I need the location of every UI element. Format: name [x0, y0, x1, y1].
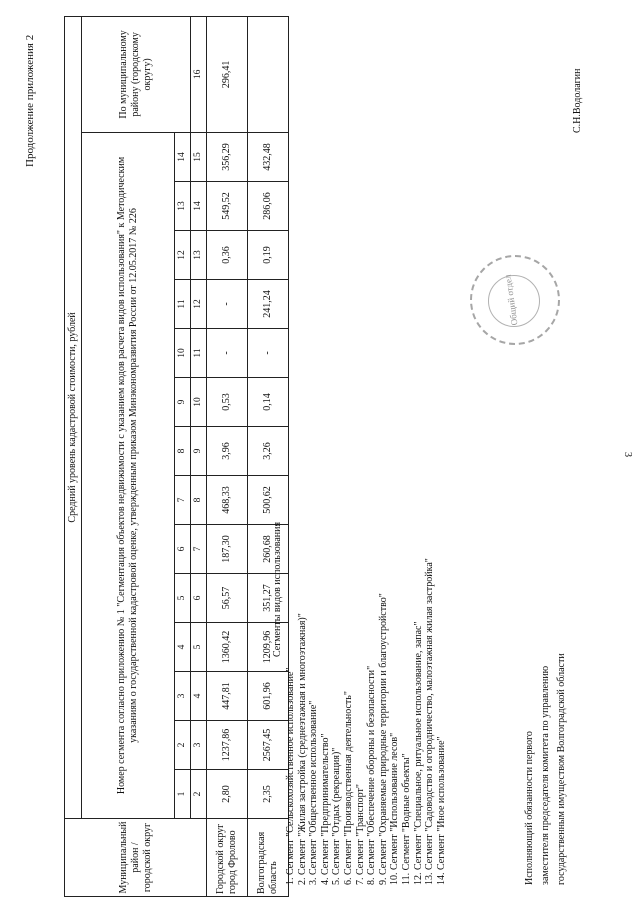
signature-line: заместителя председателя комитета по управлению: [540, 665, 551, 885]
column-number-cell: 2: [191, 770, 207, 819]
continuation-label: Продолжение приложения 2: [24, 34, 36, 167]
value-cell: 351,27: [248, 574, 289, 623]
signature-block: [522, 653, 570, 885]
column-number-cell: 14: [191, 182, 207, 231]
segment-number-cell: 14: [175, 133, 191, 182]
value-cell: -: [207, 280, 248, 329]
value-cell: 0,53: [207, 378, 248, 427]
value-cell: 432,48: [248, 133, 289, 182]
value-cell: 1209,96: [248, 623, 289, 672]
value-cell: 3,96: [207, 427, 248, 476]
page-number: 3: [622, 452, 633, 457]
value-cell: 601,96: [248, 672, 289, 721]
value-cell: 0,14: [248, 378, 289, 427]
row-municipality: Городской округ город Фролово: [207, 819, 248, 897]
column-number-cell: 4: [191, 672, 207, 721]
segment-number-cell: 13: [175, 182, 191, 231]
segment-numbers-row: [175, 16, 191, 896]
signature-line: Исполняющий обязанности первого: [524, 731, 535, 885]
segment-number-cell: 11: [175, 280, 191, 329]
table-row: [248, 16, 289, 896]
column-number-cell: 10: [191, 378, 207, 427]
row-municipality: Волгоградская область: [248, 819, 289, 897]
column-number-cell: 15: [191, 133, 207, 182]
column-number-cell: 8: [191, 476, 207, 525]
table-row: [207, 16, 248, 896]
segment-item: 13. Сегмент "Садоводство и огородничество, малоэтажная жилая застройка": [424, 558, 436, 885]
value-cell: 2567,45: [248, 721, 289, 770]
segment-item: 11. Сегмент "Водные объекты": [400, 753, 412, 885]
column-number-cell: 7: [191, 525, 207, 574]
value-cell: 241,24: [248, 280, 289, 329]
signer-name: С.Н.Водолагин: [572, 68, 583, 133]
value-cell: 2,80: [207, 770, 248, 819]
header-district: По муниципальному району (городскому округу): [82, 16, 191, 132]
segment-item: 1. Сегмент "Сельскохозяйственное использование": [285, 667, 296, 885]
segment-item: 4. Сегмент "Предпринимательство": [319, 733, 331, 885]
value-cell: 56,57: [207, 574, 248, 623]
value-cell: 260,68: [248, 525, 289, 574]
segment-number-cell: 3: [175, 672, 191, 721]
segment-item: 2. Сегмент "Жилая застройка (среднеэтажная и многоэтажная)": [296, 613, 308, 885]
segment-item: 10. Сегмент "Использование лесов": [389, 732, 401, 885]
segment-item: 3. Сегмент "Общественное использование": [308, 700, 320, 885]
value-cell: 286,06: [248, 182, 289, 231]
stamp-text: Общий отдел: [502, 273, 520, 327]
value-cell: 0,36: [207, 231, 248, 280]
header-title: Средний уровень кадастровой стоимости, рублей: [65, 16, 82, 818]
value-cell: -: [248, 329, 289, 378]
segment-number-cell: 9: [175, 378, 191, 427]
segment-number-cell: 4: [175, 623, 191, 672]
segment-number-cell: 12: [175, 231, 191, 280]
column-number-cell: 16: [191, 16, 207, 132]
column-number-cell: 5: [191, 623, 207, 672]
value-cell: 1237,86: [207, 721, 248, 770]
value-cell: 356,29: [207, 133, 248, 182]
column-number-cell: 13: [191, 231, 207, 280]
column-number-cell: 6: [191, 574, 207, 623]
segment-number-cell: 2: [175, 721, 191, 770]
column-number-cell: 3: [191, 721, 207, 770]
value-cell: 1360,42: [207, 623, 248, 672]
signature-line: государственным имуществом Волгоградской области: [556, 653, 567, 885]
segments-title: Сегменты видов использования: [272, 521, 283, 657]
district-total-cell: [248, 16, 289, 132]
value-cell: 500,62: [248, 476, 289, 525]
value-cell: 2,35: [248, 770, 289, 819]
segment-item: 9. Сегмент "Охраняемые природные территории и благоустройство": [377, 593, 389, 885]
value-cell: 549,52: [207, 182, 248, 231]
segments-list: [285, 558, 447, 885]
value-cell: 187,30: [207, 525, 248, 574]
segment-number-cell: 6: [175, 525, 191, 574]
header-municipality: Муниципальный район / городской округ: [65, 819, 207, 897]
segment-number-cell: 1: [175, 770, 191, 819]
segment-item: 6. Сегмент "Производственная деятельность": [342, 691, 354, 885]
segment-number-cell: 8: [175, 427, 191, 476]
segment-item: 14. Сегмент "Иное использование": [435, 736, 447, 885]
segment-item: 12. Сегмент "Специальное, ритуальное использование, запас": [412, 621, 424, 885]
column-number-cell: 11: [191, 329, 207, 378]
header-segment-number: Номер сегмента согласно приложению № 1 "Сегментация объектов недвижимости с указанием кодов расчета видов использования" к Методическим указаниям о государственной кадастровой оценке, утвержденным приказом Минэкономразвития России от 12.05.2017 № 226: [82, 133, 175, 819]
column-number-cell: 12: [191, 280, 207, 329]
value-cell: 3,26: [248, 427, 289, 476]
column-numbers-row: [191, 16, 207, 896]
stamp-seal: [470, 255, 560, 345]
segment-item: 8. Сегмент "Обеспечение обороны и безопасности": [366, 665, 378, 885]
value-cell: 468,33: [207, 476, 248, 525]
segment-number-cell: 7: [175, 476, 191, 525]
value-cell: 0,19: [248, 231, 289, 280]
segment-number-cell: 5: [175, 574, 191, 623]
district-total-cell: 296,41: [207, 16, 248, 132]
segment-item: 7. Сегмент "Транспорт": [354, 784, 366, 885]
cadastral-value-table: [64, 16, 289, 897]
value-cell: -: [207, 329, 248, 378]
segment-number-cell: 10: [175, 329, 191, 378]
value-cell: 447,81: [207, 672, 248, 721]
column-number-cell: 9: [191, 427, 207, 476]
segment-item: 5. Сегмент "Отдых (рекреация)": [331, 747, 343, 885]
